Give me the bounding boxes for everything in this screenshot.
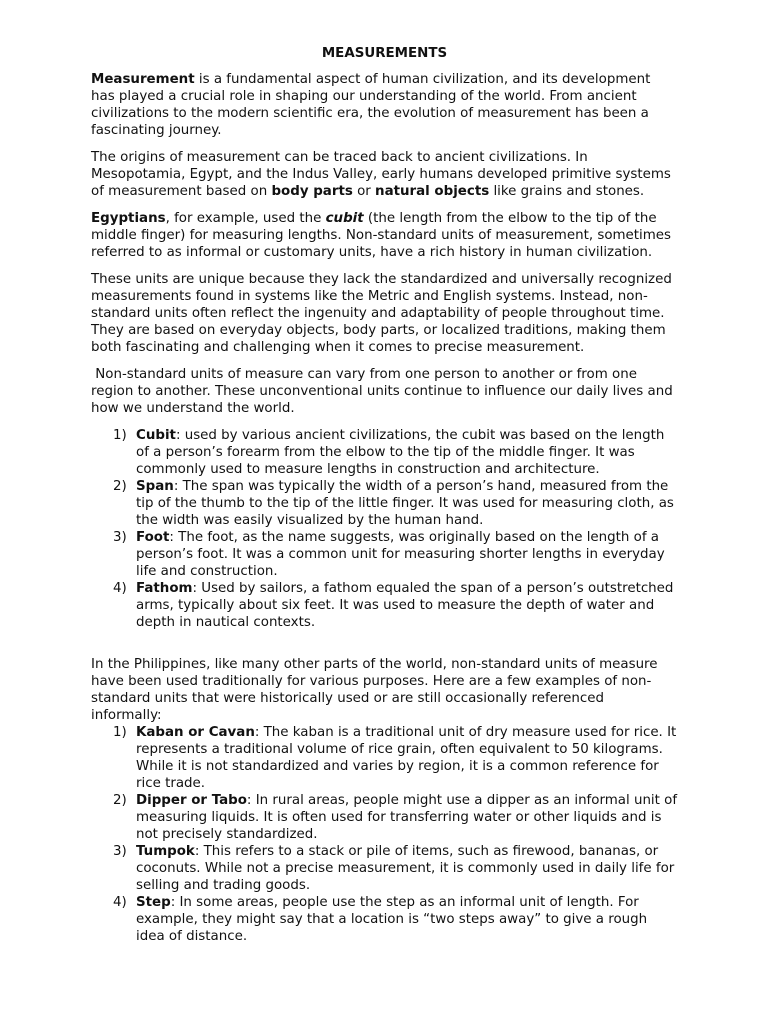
- intro-paragraph-3: Egyptians, for example, used the cubit (the length from the elbow to the tip of the middle finger) for measuring lengths. Non-standard units of measurement, sometimes referred to as informal or customary units, have a rich history in human civilization.: [91, 211, 672, 260]
- bold-term: natural objects: [375, 184, 490, 199]
- list-item: 3) Tumpok: This refers to a stack or pile of items, such as firewood, bananas, or coconuts. While not a precise measurement, it is commonly used in daily life for selling and trading goods.: [113, 844, 675, 893]
- intro-paragraph-2: The origins of measurement can be traced back to ancient civilizations. In Mesopotamia, Egypt, and the Indus Valley, early humans developed primitive systems of measurement based on body parts or natural objects like grains and stones.: [91, 150, 671, 199]
- list-item: 4) Step: In some areas, people use the step as an informal unit of length. For example, they might say that a location is “two steps away” to give a rough idea of distance.: [113, 895, 648, 944]
- bold-term: Egyptians: [91, 211, 166, 226]
- intro-paragraph-1: Measurement is a fundamental aspect of human civilization, and its development has played a crucial role in shaping our understanding of the world. From ancient civilizations to the modern scientific era, the evolution of measurement has been a fascinating journey.: [91, 72, 651, 138]
- philippine-units-list: [91, 724, 678, 945]
- list-item: 1) Kaban or Cavan: The kaban is a traditional unit of dry measure used for rice. It represents a traditional volume of rice grain, often equivalent to 50 kilograms. While it is not standardized and varies by region, it is a common reference for rice trade.: [113, 725, 677, 791]
- list-item: 4) Fathom: Used by sailors, a fathom equaled the span of a person’s outstretched arms, typically about six feet. It was used to measure the depth of water and depth in nautical contexts.: [113, 581, 674, 630]
- spacer: [91, 641, 678, 656]
- bold-term: Measurement: [91, 72, 195, 87]
- list-item: 2) Dipper or Tabo: In rural areas, people might use a dipper as an informal unit of measuring liquids. It is often used for transferring water or other liquids and is not precisely standardized.: [113, 793, 678, 842]
- ancient-units-list: [91, 427, 678, 631]
- page-title: MEASUREMENTS: [321, 46, 448, 61]
- list-item: 2) Span: The span was typically the width of a person’s hand, measured from the tip of the thumb to the tip of the little finger. It was used for measuring cloth, as the width was easily visualized by the human hand.: [113, 479, 674, 528]
- list-item: 3) Foot: The foot, as the name suggests, was originally based on the length of a person’s foot. It was a common unit for measuring shorter lengths in everyday life and construction.: [113, 530, 665, 579]
- intro-paragraph-5: Non-standard units of measure can vary from one person to another or from one region to another. These unconventional units continue to influence our daily lives and how we understand the world.: [91, 367, 677, 416]
- list-item: 1) Cubit: used by various ancient civilizations, the cubit was based on the length of a person’s forearm from the elbow to the tip of the middle finger. It was commonly used to measure lengths in construction and architecture.: [113, 428, 665, 477]
- bold-italic-term: cubit: [325, 211, 364, 226]
- bold-term: body parts: [271, 184, 353, 199]
- philippines-paragraph: In the Philippines, like many other parts of the world, non-standard units of measure have been used traditionally for various purposes. Here are a few examples of non-standard units that were historically used or are still occasionally referenced informally:: [91, 657, 658, 723]
- intro-paragraph-4: These units are unique because they lack the standardized and universally recognized measurements found in systems like the Metric and English systems. Instead, non-standard units often reflect the ingenuity and adaptability of people throughout time. They are based on everyday objects, body parts, or localized traditions, making them both fascinating and challenging when it comes to precise measurement.: [91, 272, 672, 355]
